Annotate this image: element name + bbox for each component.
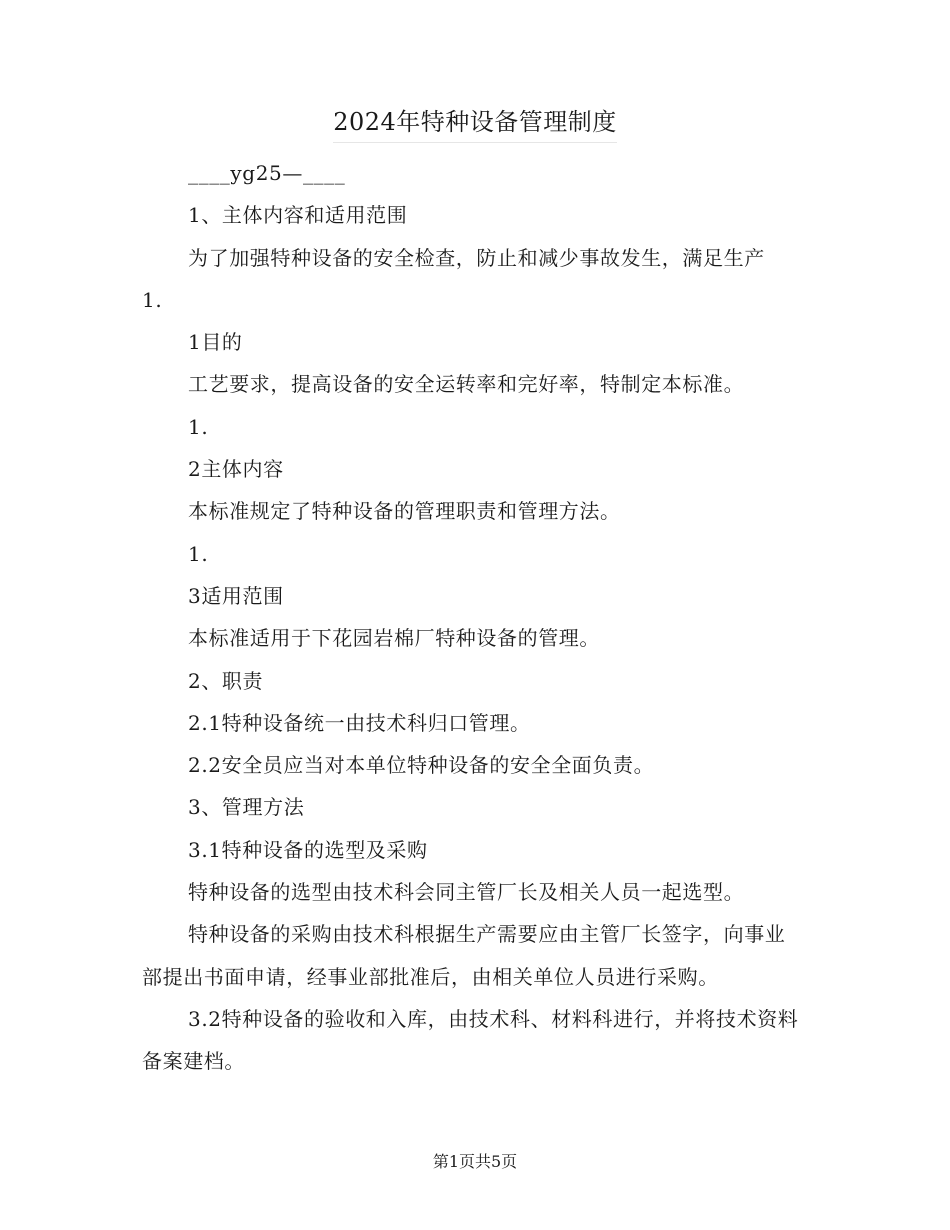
title-divider — [333, 142, 617, 143]
paragraph: 特种设备的采购由技术科根据生产需要应由主管厂长签字，向事业部提出书面申请，经事业部批准后，由相关单位人员进行采购。 — [142, 922, 786, 989]
paragraph: ____yg25—____ — [188, 161, 346, 185]
paragraph: 2.1特种设备统一由技术科归口管理。 — [188, 710, 531, 735]
section-heading: 2主体内容 — [188, 457, 284, 482]
paragraph: 为了加强特种设备的安全检查，防止和减少事故发生，满足生产 — [188, 245, 765, 270]
paragraph: 本标准适用于下花园岩棉厂特种设备的管理。 — [188, 626, 600, 651]
document-body — [142, 152, 802, 1083]
paragraph: 本标准规定了特种设备的管理职责和管理方法。 — [188, 499, 621, 524]
paragraph: 1. — [142, 287, 163, 312]
paragraph: 2.2安全员应当对本单位特种设备的安全全面负责。 — [188, 753, 655, 778]
section-heading: 3适用范围 — [188, 583, 284, 608]
paragraph: 特种设备的选型由技术科会同主管厂长及相关人员一起选型。 — [188, 880, 745, 905]
paragraph: 1. — [188, 541, 209, 566]
section-heading: 2、职责 — [188, 668, 264, 693]
section-heading: 3、管理方法 — [188, 795, 305, 820]
page-footer: 第1页共5页 — [432, 1152, 518, 1171]
document-title: 2024年特种设备管理制度 — [333, 108, 617, 136]
section-heading: 1、主体内容和适用范围 — [188, 203, 408, 228]
section-heading: 3.1特种设备的选型及采购 — [188, 837, 428, 862]
paragraph: 工艺要求，提高设备的安全运转率和完好率，特制定本标准。 — [188, 372, 745, 397]
section-heading: 1目的 — [188, 330, 243, 355]
paragraph: 1. — [188, 414, 209, 439]
paragraph: 3.2特种设备的验收和入库，由技术科、材料科进行，并将技术资料备案建档。 — [142, 1006, 799, 1074]
